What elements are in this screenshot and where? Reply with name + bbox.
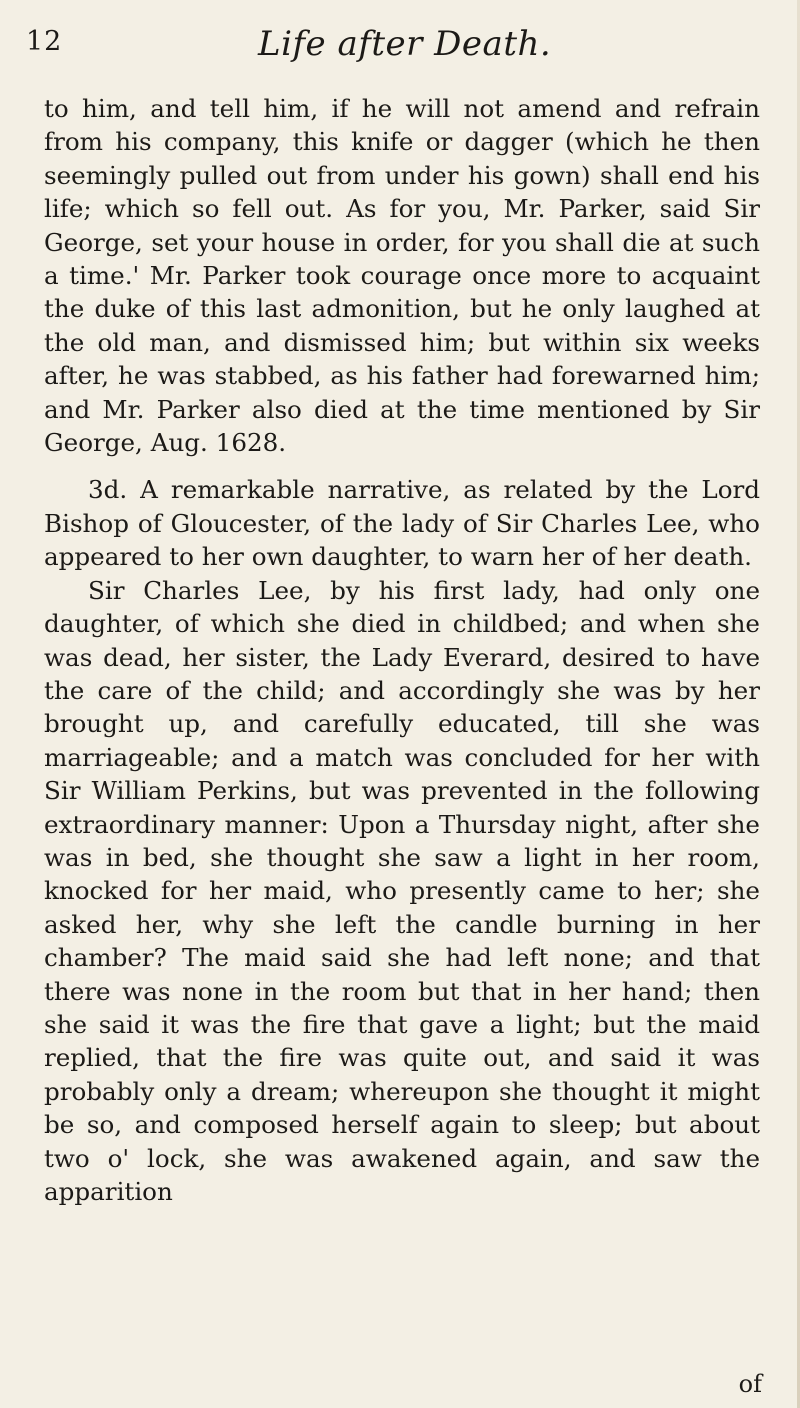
paragraph-narrative-body: Sir Charles Lee, by his first lady, had only one daughter, of which she died in childbed; and when she was dead, her sister, the Lady Everard, desired to have the care of the child; and accordingly she was by her brought up, and carefully educated, till she was marriageable; and a match was concluded for her with Sir William Perkins, but was prevented in the following extraordinary manner: Upon a Thursday night, after she was in bed, she thought she saw a light in her room, knocked for her maid, who presently came to her; she asked her, why she left the candle burning in her chamber? The maid said she had left none; and that there was none in the room but that in her hand; then she said it was the fire that gave a light; but the maid replied, that the fire was quite out, and said it was probably only a dream; whereupon she thought it might be so, and composed herself again to sleep; but about two o' lock, she was awakened again, and saw the apparition bbox=[44, 575, 760, 1206]
paragraph-narrative-heading: 3d. A remarkable narrative, as related by the Lord Bishop of Gloucester, of the lady of Sir Charles Lee, who appeared to her own daughter, to warn her of her death. bbox=[44, 475, 760, 572]
catchword: of bbox=[738, 1370, 762, 1398]
running-head bbox=[26, 26, 766, 66]
body-text bbox=[44, 92, 760, 1208]
running-title: Life after Death. bbox=[258, 24, 552, 64]
page-number: 12 bbox=[26, 26, 63, 57]
paragraph-continuation: to him, and tell him, if he will not amend and refrain from his company, this knife or dagger (which he then seemingly pulled out from under his gown) shall end his life; which so fell out. As for you, Mr. Parker, said Sir George, set your house in order, for you shall die at such a time.' Mr. Parker took courage once more to acquaint the duke of this last admonition, but he only laughed at the old man, and dismissed him; but within six weeks after, he was stabbed, as his father had forewarned him; and Mr. Parker also died at the time mentioned by Sir George, Aug. 1628. bbox=[44, 94, 760, 458]
